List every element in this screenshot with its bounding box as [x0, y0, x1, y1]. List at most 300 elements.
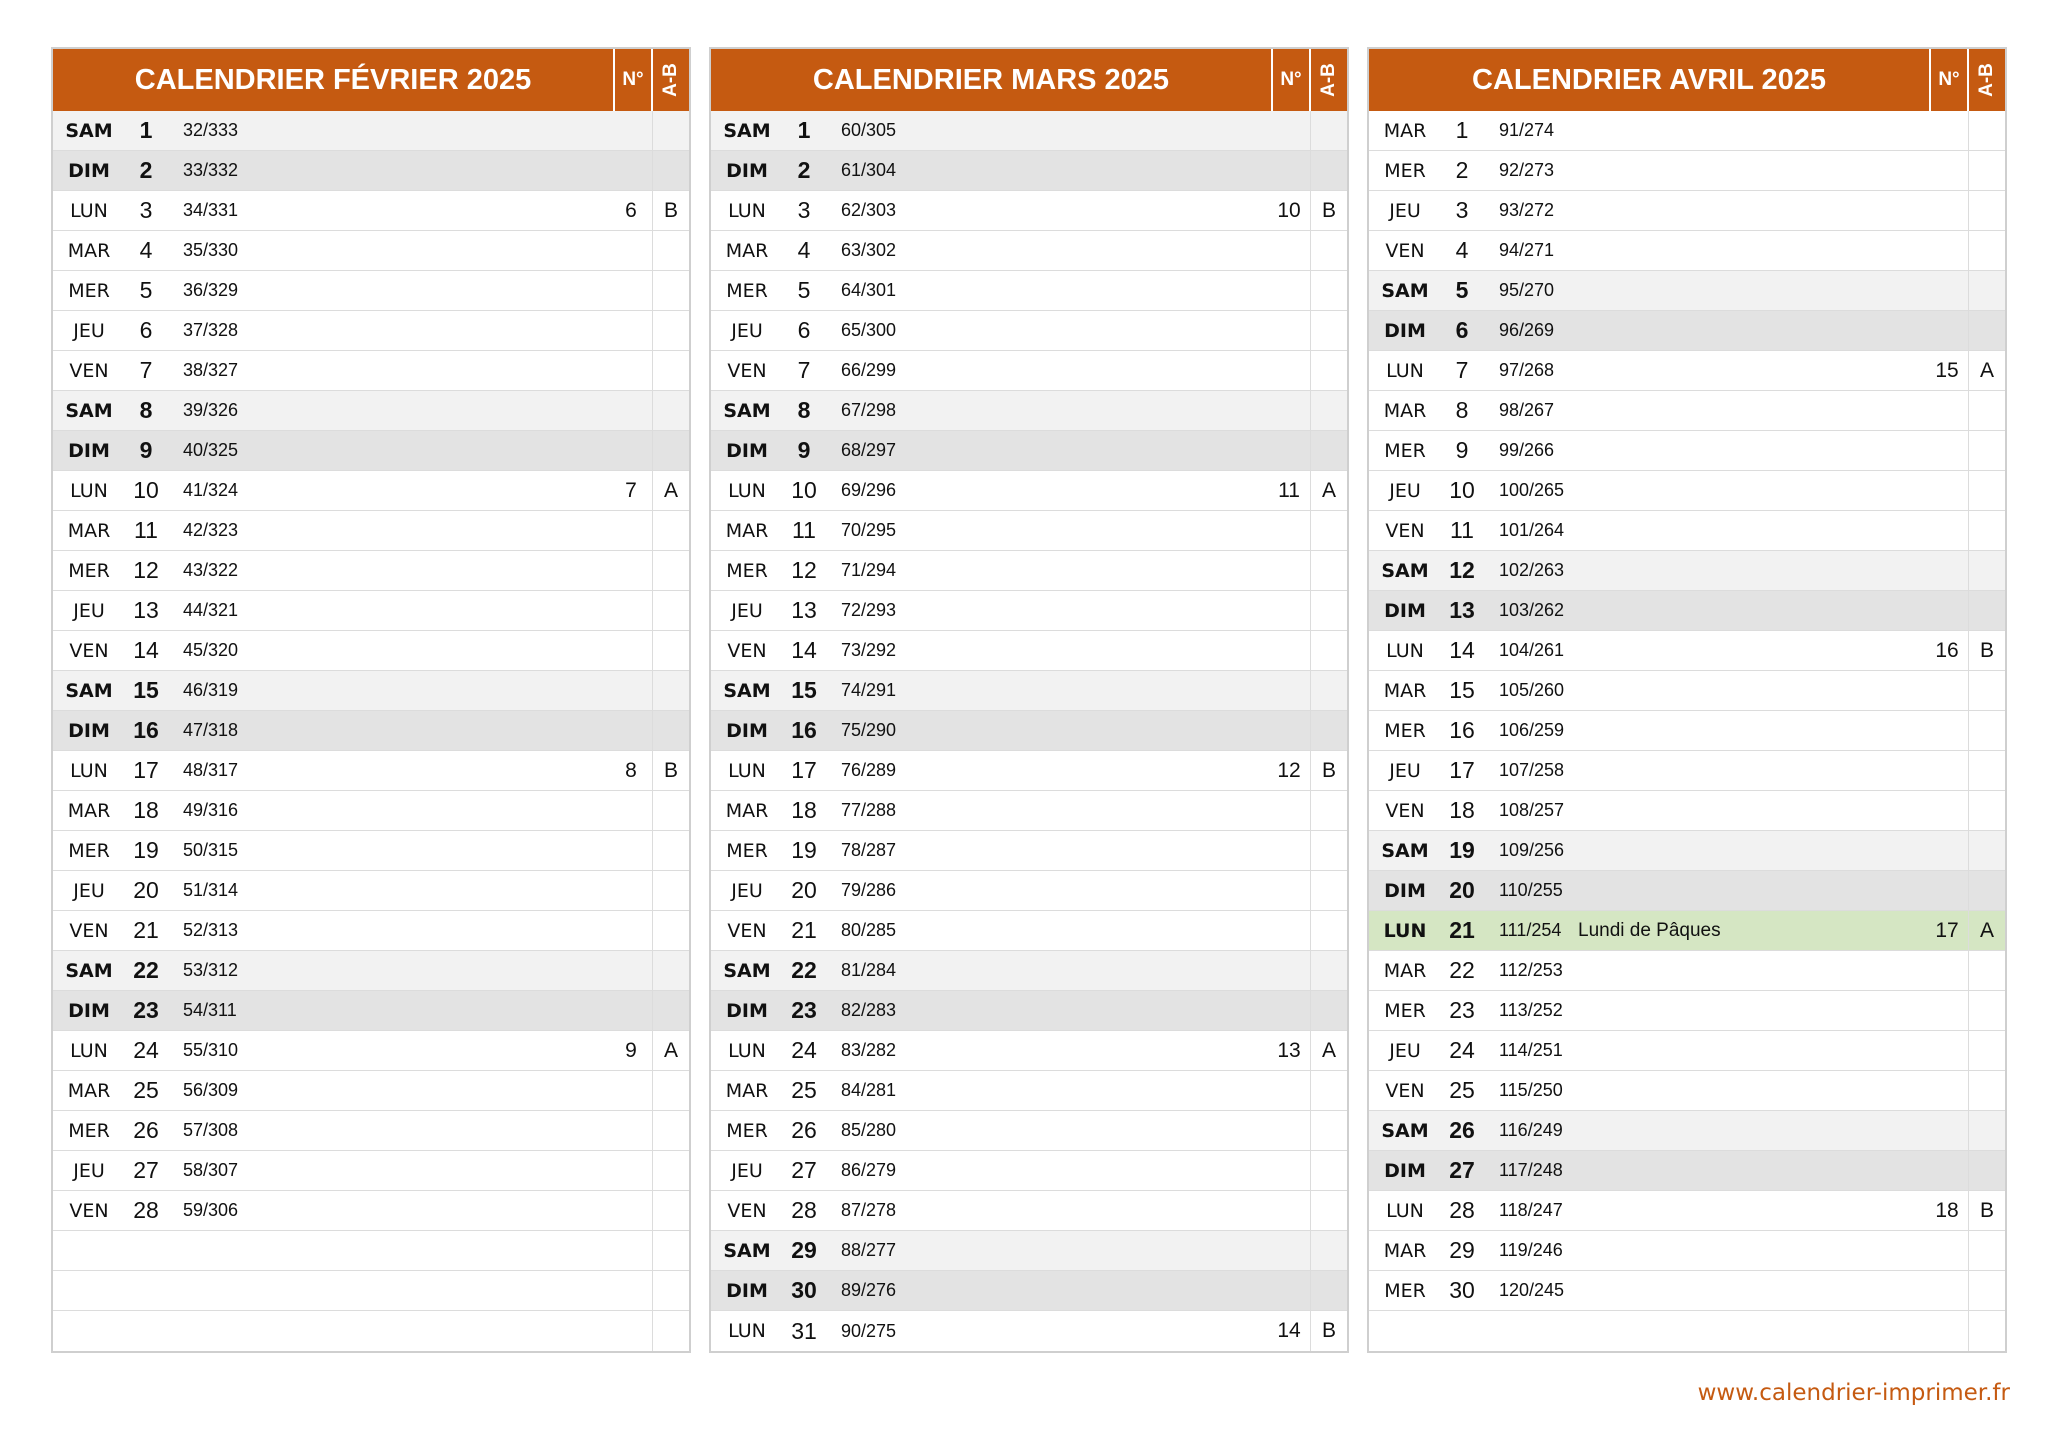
year-day-count: 115/250 [1499, 1080, 1563, 1100]
day-of-week: VEN [1385, 799, 1425, 822]
day-number: 19 [791, 837, 817, 863]
year-day-count: 40/325 [183, 440, 239, 460]
year-day-count: 78/287 [841, 840, 897, 860]
day-of-week: SAM [723, 679, 771, 702]
year-day-count: 96/269 [1499, 320, 1555, 340]
day-row [1369, 231, 2005, 271]
day-row [711, 111, 1347, 151]
day-row [711, 471, 1347, 511]
year-day-count: 32/333 [183, 120, 239, 140]
day-of-week: LUN [728, 759, 766, 782]
day-number: 20 [1449, 877, 1475, 903]
day-number: 5 [1455, 277, 1469, 303]
day-of-week: VEN [727, 359, 767, 382]
day-number: 17 [1449, 757, 1475, 783]
day-of-week: MAR [725, 519, 769, 542]
day-of-week: VEN [727, 919, 767, 942]
day-row [1369, 1071, 2005, 1111]
year-day-count: 110/255 [1499, 880, 1563, 900]
day-number: 18 [791, 797, 817, 823]
day-of-week: DIM [726, 719, 768, 742]
day-row [711, 791, 1347, 831]
day-row [53, 791, 689, 831]
year-day-count: 75/290 [841, 720, 897, 740]
day-number: 29 [791, 1237, 817, 1263]
day-number: 25 [133, 1077, 159, 1103]
day-row [711, 1031, 1347, 1071]
day-number: 27 [791, 1157, 817, 1183]
day-number: 5 [139, 277, 153, 303]
year-day-count: 113/252 [1499, 1000, 1563, 1020]
day-number: 21 [133, 917, 159, 943]
week-number: 14 [1277, 1319, 1301, 1342]
year-day-count: 111/254 [1499, 920, 1562, 940]
year-day-count: 86/279 [841, 1160, 897, 1180]
year-day-count: 59/306 [183, 1200, 239, 1220]
day-list [53, 111, 689, 1351]
day-number: 15 [791, 677, 817, 703]
year-day-count: 104/261 [1499, 640, 1565, 660]
day-of-week: MER [1384, 159, 1426, 182]
day-of-week: MAR [67, 239, 111, 262]
day-row [711, 1191, 1347, 1231]
year-day-count: 120/245 [1499, 1280, 1565, 1300]
day-list [711, 111, 1347, 1351]
day-number: 30 [1449, 1277, 1475, 1303]
day-of-week: LUN [70, 199, 108, 222]
year-day-count: 103/262 [1499, 600, 1565, 620]
day-row [53, 551, 689, 591]
week-ab: A [663, 1038, 678, 1062]
day-of-week: VEN [1385, 519, 1425, 542]
year-day-count: 87/278 [841, 1200, 897, 1220]
day-of-week: VEN [69, 1199, 109, 1222]
day-of-week: VEN [69, 919, 109, 942]
day-of-week: JEU [73, 319, 105, 342]
day-of-week: DIM [68, 719, 110, 742]
week-number-header: N° [1929, 49, 1967, 111]
day-row [53, 351, 689, 391]
day-of-week: DIM [68, 999, 110, 1022]
day-of-week: JEU [73, 599, 105, 622]
week-number-header: N° [613, 49, 651, 111]
day-number: 16 [791, 717, 817, 743]
day-number: 18 [1449, 797, 1475, 823]
day-row [1369, 151, 2005, 191]
day-of-week: MER [726, 1119, 768, 1142]
week-ab: B [663, 758, 678, 782]
day-number: 9 [797, 437, 811, 463]
day-row [53, 751, 689, 791]
day-row [711, 1111, 1347, 1151]
day-of-week: LUN [70, 1039, 108, 1062]
day-number: 26 [1449, 1117, 1475, 1143]
day-row [53, 591, 689, 631]
day-number: 16 [1449, 717, 1475, 743]
day-row [1369, 471, 2005, 511]
year-day-count: 36/329 [183, 280, 239, 300]
year-day-count: 82/283 [841, 1000, 897, 1020]
day-row [711, 591, 1347, 631]
day-of-week: MAR [1383, 959, 1427, 982]
day-of-week: MER [1384, 1279, 1426, 1302]
day-number: 8 [797, 397, 811, 423]
day-row [711, 751, 1347, 791]
day-number: 31 [791, 1317, 817, 1344]
day-row [711, 1311, 1347, 1351]
day-row [53, 231, 689, 271]
week-number: 11 [1278, 478, 1300, 502]
year-day-count: 85/280 [841, 1120, 897, 1140]
day-number: 3 [797, 197, 811, 223]
day-of-week: MAR [725, 1079, 769, 1102]
day-row [53, 391, 689, 431]
year-day-count: 46/319 [183, 680, 239, 700]
day-row [1369, 431, 2005, 471]
year-day-count: 91/274 [1499, 120, 1555, 140]
day-row [53, 311, 689, 351]
week-number-header: N° [1271, 49, 1309, 111]
day-number: 15 [133, 677, 159, 703]
day-number: 25 [1449, 1077, 1475, 1103]
year-day-count: 117/248 [1499, 1160, 1563, 1180]
day-of-week: LUN [70, 479, 108, 502]
day-number: 8 [1455, 397, 1469, 423]
day-number: 4 [797, 237, 811, 263]
day-number: 9 [1455, 437, 1469, 463]
day-row [711, 231, 1347, 271]
day-number: 17 [133, 757, 159, 783]
day-row [1369, 1271, 2005, 1311]
day-number: 1 [1455, 117, 1469, 143]
year-day-count: 48/317 [183, 760, 239, 780]
day-number: 6 [1455, 317, 1469, 343]
day-of-week: JEU [73, 879, 105, 902]
day-of-week: MAR [1383, 119, 1427, 142]
day-of-week: SAM [1381, 839, 1429, 862]
day-number: 15 [1449, 677, 1475, 703]
day-number: 11 [1450, 517, 1474, 543]
day-row [1369, 951, 2005, 991]
day-number: 9 [139, 437, 153, 463]
year-day-count: 53/312 [183, 960, 239, 980]
day-row [1369, 1151, 2005, 1191]
day-of-week: VEN [727, 1199, 767, 1222]
ab-header: A-B [1309, 49, 1347, 111]
day-list [1369, 111, 2005, 1351]
day-of-week: MAR [725, 799, 769, 822]
day-of-week: DIM [68, 159, 110, 182]
day-of-week: MER [726, 839, 768, 862]
year-day-count: 81/284 [841, 960, 897, 980]
year-day-count: 108/257 [1499, 800, 1565, 820]
day-of-week: MAR [1383, 1239, 1427, 1262]
month-panel-fevrier [51, 47, 691, 1353]
day-number: 30 [791, 1277, 817, 1303]
day-of-week: DIM [1384, 879, 1426, 902]
day-of-week: LUN [728, 199, 766, 222]
day-of-week: SAM [65, 679, 113, 702]
day-of-week: DIM [1384, 1159, 1426, 1182]
year-day-count: 39/326 [183, 400, 239, 420]
year-day-count: 43/322 [183, 560, 239, 580]
day-of-week: DIM [726, 1279, 768, 1302]
day-number: 8 [139, 397, 153, 423]
day-row [711, 711, 1347, 751]
day-number: 28 [791, 1197, 817, 1223]
day-of-week: JEU [1389, 479, 1421, 502]
month-panel-mars [709, 47, 1349, 1353]
year-day-count: 77/288 [841, 800, 897, 820]
day-number: 12 [1449, 557, 1475, 583]
month-header [53, 49, 689, 111]
year-day-count: 88/277 [841, 1240, 897, 1260]
month-title: CALENDRIER FÉVRIER 2025 [134, 63, 532, 96]
day-number: 28 [133, 1197, 159, 1223]
ab-header: A-B [651, 49, 689, 111]
week-number: 8 [625, 758, 637, 782]
week-ab: A [1321, 478, 1336, 502]
week-number: 9 [625, 1038, 637, 1062]
year-day-count: 116/249 [1499, 1120, 1563, 1140]
day-row [1369, 991, 2005, 1031]
day-of-week: MER [1384, 999, 1426, 1022]
day-of-week: JEU [1389, 199, 1421, 222]
day-row [1369, 1111, 2005, 1151]
day-number: 23 [133, 997, 159, 1023]
day-number: 1 [139, 117, 153, 143]
day-row [711, 631, 1347, 671]
day-number: 13 [1449, 597, 1475, 623]
day-of-week: SAM [65, 959, 113, 982]
year-day-count: 80/285 [841, 920, 897, 940]
day-number: 6 [139, 317, 153, 343]
day-number: 19 [133, 837, 159, 863]
day-of-week: MER [68, 1119, 110, 1142]
day-number: 23 [791, 997, 817, 1023]
day-of-week: MER [1384, 719, 1426, 742]
day-row [1369, 1031, 2005, 1071]
day-row [1369, 671, 2005, 711]
day-row [1369, 1191, 2005, 1231]
day-row [1369, 551, 2005, 591]
year-day-count: 37/328 [183, 320, 239, 340]
day-of-week: LUN [70, 759, 108, 782]
year-day-count: 63/302 [841, 240, 897, 260]
day-of-week: MAR [67, 519, 111, 542]
week-ab: B [1979, 638, 1994, 662]
day-number: 12 [133, 557, 159, 583]
day-row [711, 911, 1347, 951]
day-row [53, 271, 689, 311]
day-row [1369, 911, 2005, 951]
year-day-count: 119/246 [1499, 1240, 1563, 1260]
day-number: 22 [791, 957, 817, 983]
day-of-week: VEN [727, 639, 767, 662]
day-row [53, 911, 689, 951]
day-number: 29 [1449, 1237, 1475, 1263]
day-number: 26 [791, 1117, 817, 1143]
day-row [1369, 711, 2005, 751]
day-row [1369, 271, 2005, 311]
day-row [53, 831, 689, 871]
day-number: 2 [139, 157, 153, 183]
day-row [1369, 791, 2005, 831]
day-of-week: DIM [1384, 319, 1426, 342]
day-row [711, 1151, 1347, 1191]
day-number: 21 [1449, 917, 1475, 943]
day-of-week: MAR [67, 1079, 111, 1102]
week-ab: A [1979, 358, 1994, 382]
day-number: 10 [1449, 477, 1475, 503]
day-of-week: DIM [726, 439, 768, 462]
week-number: 12 [1277, 758, 1301, 782]
day-number: 10 [791, 477, 817, 503]
day-row [53, 711, 689, 751]
website-link[interactable]: www.calendrier-imprimer.fr [1697, 1380, 2010, 1406]
day-row [53, 431, 689, 471]
year-day-count: 79/286 [841, 880, 897, 900]
year-day-count: 89/276 [841, 1280, 897, 1300]
week-number: 15 [1935, 358, 1959, 382]
year-day-count: 83/282 [841, 1040, 897, 1060]
year-day-count: 61/304 [841, 160, 897, 180]
day-number: 18 [133, 797, 159, 823]
year-day-count: 52/313 [183, 920, 239, 940]
day-number: 19 [1449, 837, 1475, 863]
day-number: 4 [139, 237, 153, 263]
day-row [711, 151, 1347, 191]
day-row [711, 431, 1347, 471]
day-row [1369, 631, 2005, 671]
year-day-count: 105/260 [1499, 680, 1565, 700]
day-of-week: MAR [1383, 399, 1427, 422]
day-of-week: DIM [726, 159, 768, 182]
day-number: 20 [133, 877, 159, 903]
week-ab: B [1321, 198, 1336, 222]
day-number: 28 [1449, 1197, 1475, 1223]
year-day-count: 44/321 [183, 600, 239, 620]
day-of-week: SAM [65, 399, 113, 422]
year-day-count: 64/301 [841, 280, 897, 300]
year-day-count: 68/297 [841, 440, 897, 460]
day-row [711, 951, 1347, 991]
day-row [711, 871, 1347, 911]
day-row [53, 151, 689, 191]
day-of-week: SAM [723, 1239, 771, 1262]
month-panel-avril [1367, 47, 2007, 1353]
year-day-count: 58/307 [183, 1160, 239, 1180]
day-of-week: SAM [1381, 279, 1429, 302]
day-of-week: SAM [1381, 559, 1429, 582]
day-of-week: LUN [1386, 359, 1424, 382]
year-day-count: 41/324 [183, 480, 239, 500]
empty-row [53, 1231, 689, 1271]
day-number: 3 [139, 197, 153, 223]
day-of-week: VEN [1385, 1079, 1425, 1102]
month-title: CALENDRIER AVRIL 2025 [1472, 63, 1826, 96]
year-day-count: 54/311 [183, 1000, 237, 1020]
day-row [711, 351, 1347, 391]
week-ab: B [1321, 1319, 1336, 1342]
year-day-count: 69/296 [841, 480, 897, 500]
day-number: 24 [791, 1037, 817, 1063]
day-number: 13 [791, 597, 817, 623]
year-day-count: 72/293 [841, 600, 897, 620]
day-number: 21 [791, 917, 817, 943]
year-day-count: 34/331 [183, 200, 239, 220]
day-row [53, 1151, 689, 1191]
week-ab: B [1321, 758, 1336, 782]
day-of-week: JEU [731, 1159, 763, 1182]
day-row [711, 991, 1347, 1031]
year-day-count: 49/316 [183, 800, 239, 820]
day-of-week: VEN [1385, 239, 1425, 262]
day-row [53, 471, 689, 511]
day-row [1369, 511, 2005, 551]
year-day-count: 97/268 [1499, 360, 1555, 380]
day-row [1369, 191, 2005, 231]
day-number: 2 [797, 157, 811, 183]
day-number: 14 [133, 637, 159, 663]
week-ab: A [1979, 918, 1994, 942]
day-of-week: JEU [731, 599, 763, 622]
day-of-week: SAM [723, 119, 771, 142]
week-ab: B [663, 198, 678, 222]
empty-row [1369, 1311, 2005, 1351]
day-of-week: SAM [1381, 1119, 1429, 1142]
day-row [1369, 831, 2005, 871]
day-row [711, 391, 1347, 431]
year-day-count: 84/281 [841, 1080, 897, 1100]
day-number: 16 [133, 717, 159, 743]
day-number: 7 [797, 357, 811, 383]
day-of-week: LUN [1383, 919, 1427, 942]
year-day-count: 94/271 [1499, 240, 1555, 260]
day-number: 24 [1449, 1037, 1475, 1063]
year-day-count: 33/332 [183, 160, 239, 180]
day-row [711, 671, 1347, 711]
day-number: 11 [792, 517, 816, 543]
day-row [53, 191, 689, 231]
day-number: 27 [1449, 1157, 1475, 1183]
day-row [53, 671, 689, 711]
year-day-count: 55/310 [183, 1040, 239, 1060]
day-number: 26 [133, 1117, 159, 1143]
year-day-count: 90/275 [841, 1320, 897, 1341]
day-row [1369, 591, 2005, 631]
year-day-count: 47/318 [183, 720, 239, 740]
day-of-week: MAR [725, 239, 769, 262]
day-of-week: SAM [65, 119, 113, 142]
year-day-count: 42/323 [183, 520, 239, 540]
day-row [711, 831, 1347, 871]
day-row [53, 511, 689, 551]
year-day-count: 102/263 [1499, 560, 1565, 580]
day-number: 24 [133, 1037, 159, 1063]
day-of-week: JEU [1389, 759, 1421, 782]
day-of-week: JEU [731, 319, 763, 342]
day-row [1369, 751, 2005, 791]
day-number: 22 [133, 957, 159, 983]
day-of-week: SAM [723, 399, 771, 422]
day-number: 25 [791, 1077, 817, 1103]
day-of-week: MER [1384, 439, 1426, 462]
empty-row [53, 1271, 689, 1311]
event-label: Lundi de Pâques [1578, 919, 1721, 941]
day-row [53, 1071, 689, 1111]
day-number: 14 [1449, 637, 1475, 663]
